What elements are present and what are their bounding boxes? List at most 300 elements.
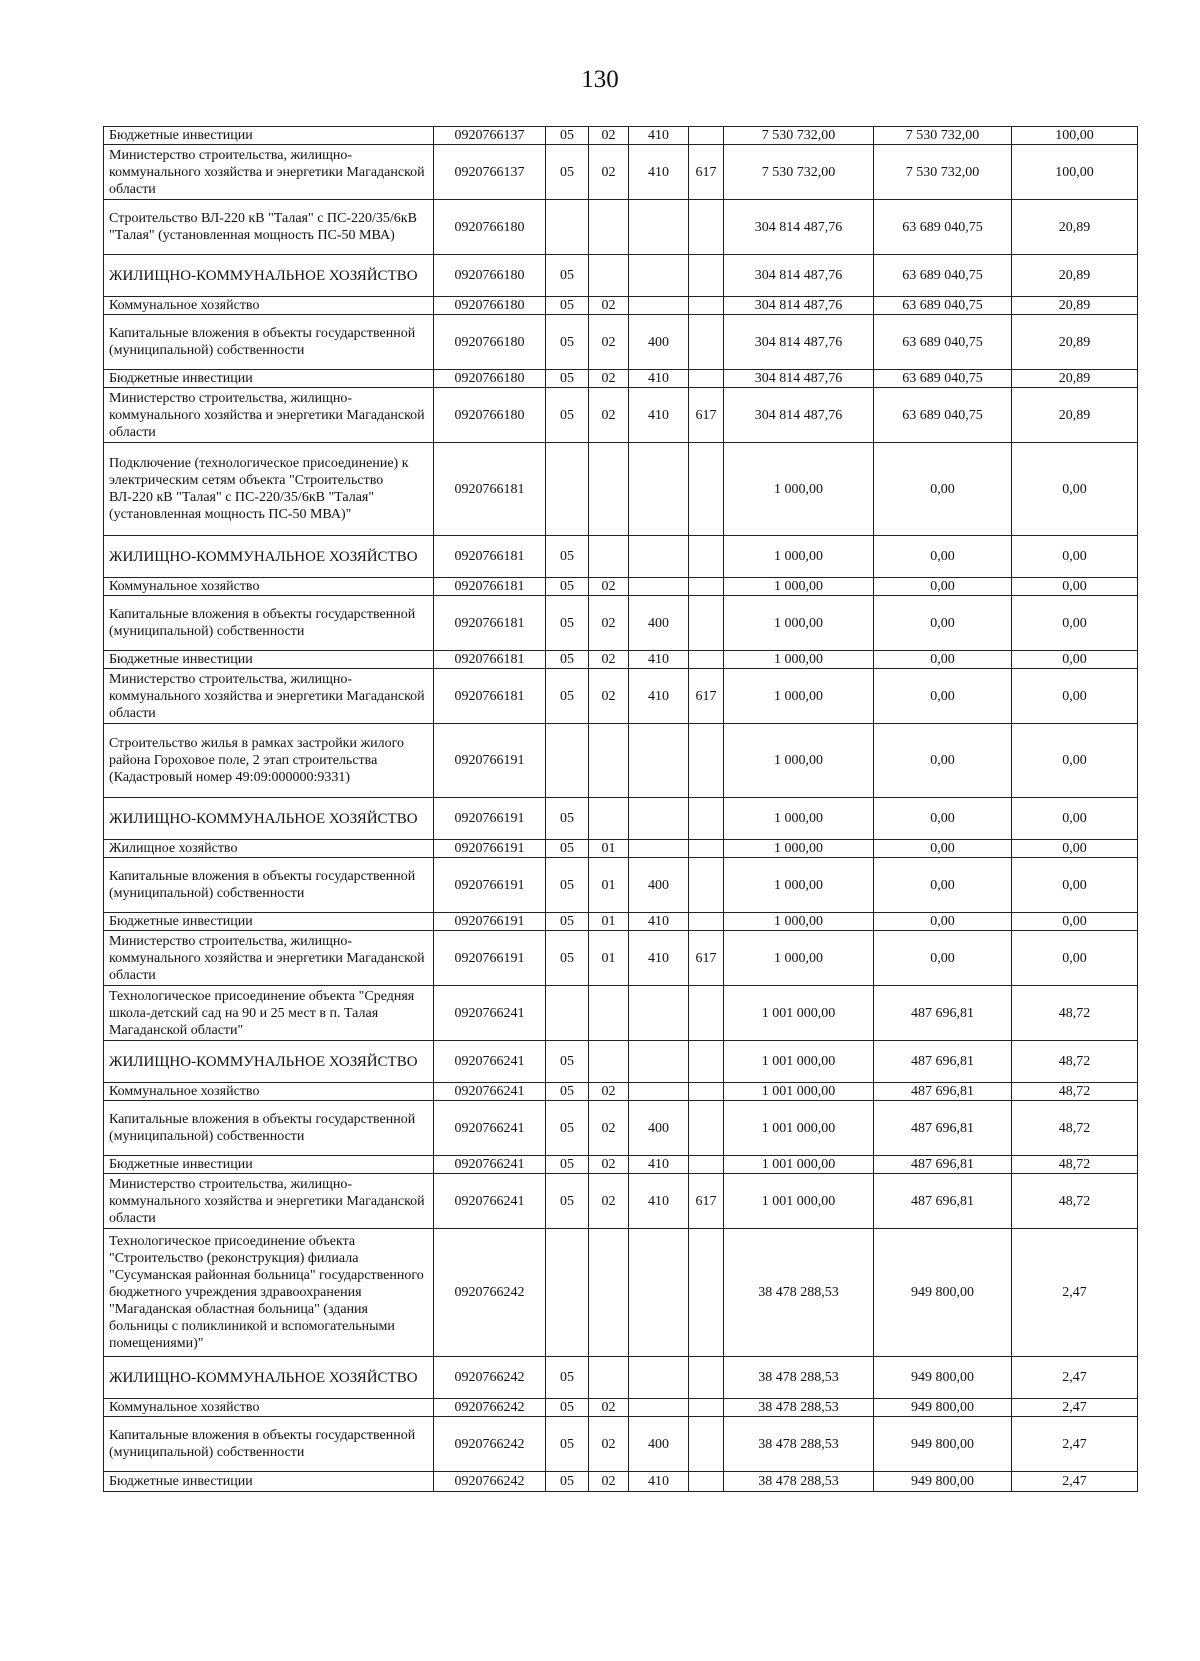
section-code [546,443,589,536]
row-name: Коммунальное хозяйство [104,1083,434,1101]
subsection-code: 02 [589,315,629,370]
row-name: Подключение (технологическое присоединение) к электрическим сетям объекта "Строительство ВЛ-220 кВ "Талая" с ПС-220/35/6кВ "Талая" (установленная мощность ПС-50 МВА)" [104,443,434,536]
target-article-code: 0920766242 [434,1472,546,1492]
expense-type-code [629,1399,689,1417]
target-article-code: 0920766181 [434,536,546,578]
section-code: 05 [546,1083,589,1101]
section-code: 05 [546,578,589,596]
executed-amount: 0,00 [874,651,1012,669]
target-article-code: 0920766180 [434,200,546,255]
section-code: 05 [546,798,589,840]
target-article-code: 0920766181 [434,578,546,596]
table-row [104,798,1138,840]
expense-type-code: 410 [629,127,689,145]
execution-percent: 0,00 [1012,913,1138,931]
planned-amount: 304 814 487,76 [724,255,874,297]
section-code: 05 [546,145,589,200]
planned-amount: 1 001 000,00 [724,1174,874,1229]
executed-amount: 949 800,00 [874,1472,1012,1492]
row-name: Капитальные вложения в объекты государственной (муниципальной) собственности [104,315,434,370]
expense-type-code: 410 [629,145,689,200]
target-article-code: 0920766180 [434,370,546,388]
execution-percent: 0,00 [1012,536,1138,578]
expense-type-code [629,724,689,798]
administrator-code [689,840,724,858]
expense-type-code: 410 [629,651,689,669]
table-body [104,127,1138,1492]
table-row [104,596,1138,651]
subsection-code: 02 [589,1472,629,1492]
subsection-code [589,798,629,840]
table-row [104,315,1138,370]
target-article-code: 0920766137 [434,127,546,145]
planned-amount: 304 814 487,76 [724,370,874,388]
expense-type-code [629,200,689,255]
row-name: ЖИЛИЩНО-КОММУНАЛЬНОЕ ХОЗЯЙСТВО [104,255,434,297]
execution-percent: 0,00 [1012,798,1138,840]
section-code: 05 [546,315,589,370]
expense-type-code [629,1083,689,1101]
execution-percent: 2,47 [1012,1229,1138,1357]
row-name: Министерство строительства, жилищно-коммунального хозяйства и энергетики Магаданской области [104,1174,434,1229]
target-article-code: 0920766191 [434,858,546,913]
section-code [546,1229,589,1357]
table-row [104,1174,1138,1229]
executed-amount: 63 689 040,75 [874,370,1012,388]
section-code [546,200,589,255]
target-article-code: 0920766242 [434,1357,546,1399]
execution-percent: 0,00 [1012,443,1138,536]
executed-amount: 0,00 [874,669,1012,724]
administrator-code: 617 [689,931,724,986]
table-row [104,1156,1138,1174]
administrator-code: 617 [689,1174,724,1229]
executed-amount: 0,00 [874,578,1012,596]
section-code: 05 [546,127,589,145]
administrator-code [689,443,724,536]
target-article-code: 0920766241 [434,1156,546,1174]
execution-percent: 48,72 [1012,1083,1138,1101]
section-code: 05 [546,931,589,986]
expense-type-code: 410 [629,1472,689,1492]
executed-amount: 487 696,81 [874,1174,1012,1229]
execution-percent: 100,00 [1012,145,1138,200]
row-name: Капитальные вложения в объекты государственной (муниципальной) собственности [104,1417,434,1472]
subsection-code: 02 [589,651,629,669]
execution-percent: 20,89 [1012,370,1138,388]
execution-percent: 100,00 [1012,127,1138,145]
table-row [104,1417,1138,1472]
executed-amount: 63 689 040,75 [874,388,1012,443]
table-row [104,1041,1138,1083]
section-code: 05 [546,669,589,724]
table-row [104,858,1138,913]
executed-amount: 63 689 040,75 [874,315,1012,370]
row-name: Строительство жилья в рамках застройки жилого района Гороховое поле, 2 этап строительства (Кадастровый номер 49:09:000000:9331) [104,724,434,798]
planned-amount: 1 000,00 [724,651,874,669]
subsection-code: 02 [589,370,629,388]
subsection-code: 02 [589,145,629,200]
target-article-code: 0920766180 [434,297,546,315]
target-article-code: 0920766180 [434,255,546,297]
planned-amount: 1 000,00 [724,913,874,931]
table-row [104,127,1138,145]
execution-percent: 48,72 [1012,1041,1138,1083]
table-row [104,1083,1138,1101]
row-name: Жилищное хозяйство [104,840,434,858]
planned-amount: 1 001 000,00 [724,986,874,1041]
execution-percent: 2,47 [1012,1417,1138,1472]
table-row [104,1472,1138,1492]
execution-percent: 48,72 [1012,1156,1138,1174]
subsection-code: 02 [589,388,629,443]
planned-amount: 38 478 288,53 [724,1399,874,1417]
table-row [104,370,1138,388]
administrator-code [689,1083,724,1101]
table-row [104,1229,1138,1357]
executed-amount: 0,00 [874,840,1012,858]
expense-type-code: 410 [629,370,689,388]
subsection-code: 01 [589,931,629,986]
executed-amount: 0,00 [874,858,1012,913]
section-code: 05 [546,297,589,315]
execution-percent: 0,00 [1012,840,1138,858]
table-row [104,200,1138,255]
expense-type-code [629,297,689,315]
administrator-code [689,596,724,651]
executed-amount: 487 696,81 [874,1041,1012,1083]
target-article-code: 0920766191 [434,724,546,798]
row-name: ЖИЛИЩНО-КОММУНАЛЬНОЕ ХОЗЯЙСТВО [104,1041,434,1083]
subsection-code [589,1041,629,1083]
planned-amount: 1 000,00 [724,536,874,578]
executed-amount: 949 800,00 [874,1417,1012,1472]
expense-type-code [629,443,689,536]
section-code: 05 [546,388,589,443]
administrator-code [689,913,724,931]
executed-amount: 63 689 040,75 [874,297,1012,315]
administrator-code [689,315,724,370]
expense-type-code: 410 [629,1156,689,1174]
expense-type-code [629,255,689,297]
table-row [104,840,1138,858]
planned-amount: 1 001 000,00 [724,1156,874,1174]
expense-type-code [629,1041,689,1083]
planned-amount: 304 814 487,76 [724,388,874,443]
administrator-code: 617 [689,669,724,724]
section-code: 05 [546,1174,589,1229]
row-name: ЖИЛИЩНО-КОММУНАЛЬНОЕ ХОЗЯЙСТВО [104,1357,434,1399]
expense-type-code: 410 [629,388,689,443]
executed-amount: 0,00 [874,596,1012,651]
subsection-code: 02 [589,1101,629,1156]
table-row [104,578,1138,596]
executed-amount: 949 800,00 [874,1229,1012,1357]
target-article-code: 0920766191 [434,798,546,840]
table-row [104,913,1138,931]
subsection-code: 02 [589,297,629,315]
row-name: Бюджетные инвестиции [104,1156,434,1174]
executed-amount: 949 800,00 [874,1399,1012,1417]
administrator-code [689,724,724,798]
planned-amount: 1 000,00 [724,858,874,913]
target-article-code: 0920766191 [434,931,546,986]
administrator-code [689,1472,724,1492]
administrator-code [689,370,724,388]
row-name: Министерство строительства, жилищно-коммунального хозяйства и энергетики Магаданской области [104,388,434,443]
subsection-code: 02 [589,1417,629,1472]
subsection-code: 01 [589,913,629,931]
administrator-code: 617 [689,145,724,200]
section-code [546,986,589,1041]
table-row [104,986,1138,1041]
expense-type-code [629,536,689,578]
section-code: 05 [546,1156,589,1174]
section-code: 05 [546,1357,589,1399]
execution-percent: 48,72 [1012,1101,1138,1156]
section-code: 05 [546,1472,589,1492]
execution-percent: 0,00 [1012,724,1138,798]
subsection-code: 02 [589,1399,629,1417]
target-article-code: 0920766181 [434,669,546,724]
executed-amount: 487 696,81 [874,1101,1012,1156]
table-row [104,669,1138,724]
planned-amount: 1 000,00 [724,840,874,858]
administrator-code [689,1399,724,1417]
execution-percent: 2,47 [1012,1357,1138,1399]
execution-percent: 20,89 [1012,388,1138,443]
execution-percent: 0,00 [1012,596,1138,651]
execution-percent: 0,00 [1012,651,1138,669]
section-code [546,724,589,798]
executed-amount: 487 696,81 [874,1156,1012,1174]
subsection-code: 02 [589,596,629,651]
row-name: Министерство строительства, жилищно-коммунального хозяйства и энергетики Магаданской области [104,931,434,986]
table-row [104,297,1138,315]
section-code: 05 [546,1041,589,1083]
execution-percent: 48,72 [1012,1174,1138,1229]
expense-type-code: 400 [629,1417,689,1472]
administrator-code [689,200,724,255]
target-article-code: 0920766241 [434,1083,546,1101]
executed-amount: 0,00 [874,724,1012,798]
execution-percent: 2,47 [1012,1399,1138,1417]
section-code: 05 [546,596,589,651]
planned-amount: 1 000,00 [724,931,874,986]
planned-amount: 1 000,00 [724,798,874,840]
subsection-code [589,724,629,798]
table-row [104,536,1138,578]
executed-amount: 0,00 [874,536,1012,578]
table-row [104,255,1138,297]
row-name: Капитальные вложения в объекты государственной (муниципальной) собственности [104,858,434,913]
section-code: 05 [546,840,589,858]
row-name: Министерство строительства, жилищно-коммунального хозяйства и энергетики Магаданской области [104,669,434,724]
row-name: ЖИЛИЩНО-КОММУНАЛЬНОЕ ХОЗЯЙСТВО [104,798,434,840]
executed-amount: 0,00 [874,913,1012,931]
execution-percent: 0,00 [1012,578,1138,596]
subsection-code: 02 [589,669,629,724]
subsection-code: 02 [589,127,629,145]
target-article-code: 0920766241 [434,986,546,1041]
expense-type-code: 400 [629,315,689,370]
expense-type-code [629,840,689,858]
row-name: Коммунальное хозяйство [104,1399,434,1417]
section-code: 05 [546,1101,589,1156]
target-article-code: 0920766241 [434,1174,546,1229]
row-name: Бюджетные инвестиции [104,1472,434,1492]
administrator-code [689,1357,724,1399]
subsection-code: 01 [589,840,629,858]
planned-amount: 1 000,00 [724,443,874,536]
expense-type-code: 400 [629,596,689,651]
planned-amount: 7 530 732,00 [724,127,874,145]
subsection-code [589,1357,629,1399]
executed-amount: 0,00 [874,931,1012,986]
execution-percent: 20,89 [1012,315,1138,370]
planned-amount: 1 001 000,00 [724,1041,874,1083]
row-name: Технологическое присоединение объекта "Средняя школа-детский сад на 90 и 25 мест в п. Талая Магаданской области" [104,986,434,1041]
executed-amount: 7 530 732,00 [874,145,1012,200]
subsection-code [589,200,629,255]
administrator-code [689,986,724,1041]
expense-type-code [629,986,689,1041]
target-article-code: 0920766181 [434,651,546,669]
section-code: 05 [546,651,589,669]
planned-amount: 1 001 000,00 [724,1083,874,1101]
target-article-code: 0920766242 [434,1399,546,1417]
execution-percent: 0,00 [1012,931,1138,986]
planned-amount: 7 530 732,00 [724,145,874,200]
executed-amount: 7 530 732,00 [874,127,1012,145]
row-name: Коммунальное хозяйство [104,578,434,596]
row-name: Министерство строительства, жилищно-коммунального хозяйства и энергетики Магаданской области [104,145,434,200]
subsection-code: 02 [589,578,629,596]
target-article-code: 0920766181 [434,443,546,536]
table-row [104,651,1138,669]
planned-amount: 1 000,00 [724,724,874,798]
executed-amount: 0,00 [874,443,1012,536]
execution-percent: 0,00 [1012,858,1138,913]
target-article-code: 0920766241 [434,1041,546,1083]
administrator-code [689,578,724,596]
target-article-code: 0920766191 [434,913,546,931]
administrator-code [689,1041,724,1083]
row-name: Коммунальное хозяйство [104,297,434,315]
subsection-code [589,1229,629,1357]
row-name: Капитальные вложения в объекты государственной (муниципальной) собственности [104,596,434,651]
expense-type-code: 400 [629,1101,689,1156]
execution-percent: 20,89 [1012,200,1138,255]
executed-amount: 949 800,00 [874,1357,1012,1399]
row-name: Бюджетные инвестиции [104,370,434,388]
planned-amount: 38 478 288,53 [724,1229,874,1357]
planned-amount: 38 478 288,53 [724,1357,874,1399]
row-name: Технологическое присоединение объекта "Строительство (реконструкция) филиала "Сусуманская районная больница" государственного бюджетного учреждения здравоохранения "Магаданская областная больница" (здания больницы с поликлиникой и вспомогательными помещениями)" [104,1229,434,1357]
expense-type-code [629,578,689,596]
row-name: Бюджетные инвестиции [104,127,434,145]
row-name: Строительство ВЛ-220 кВ "Талая" с ПС-220/35/6кВ "Талая" (установленная мощность ПС-50 МВА) [104,200,434,255]
execution-percent: 48,72 [1012,986,1138,1041]
planned-amount: 304 814 487,76 [724,315,874,370]
target-article-code: 0920766181 [434,596,546,651]
expense-type-code [629,1229,689,1357]
subsection-code [589,255,629,297]
administrator-code [689,651,724,669]
subsection-code: 02 [589,1083,629,1101]
executed-amount: 487 696,81 [874,986,1012,1041]
target-article-code: 0920766180 [434,388,546,443]
table-row [104,443,1138,536]
section-code: 05 [546,1399,589,1417]
row-name: Бюджетные инвестиции [104,913,434,931]
expense-type-code: 400 [629,858,689,913]
expense-type-code [629,1357,689,1399]
executed-amount: 63 689 040,75 [874,200,1012,255]
planned-amount: 1 000,00 [724,669,874,724]
execution-percent: 2,47 [1012,1472,1138,1492]
target-article-code: 0920766241 [434,1101,546,1156]
subsection-code [589,443,629,536]
planned-amount: 304 814 487,76 [724,200,874,255]
planned-amount: 304 814 487,76 [724,297,874,315]
executed-amount: 487 696,81 [874,1083,1012,1101]
subsection-code [589,536,629,578]
section-code: 05 [546,370,589,388]
execution-percent: 20,89 [1012,255,1138,297]
subsection-code [589,986,629,1041]
execution-percent: 20,89 [1012,297,1138,315]
administrator-code [689,1101,724,1156]
subsection-code: 02 [589,1156,629,1174]
table-row [104,1357,1138,1399]
expense-type-code [629,798,689,840]
row-name: Капитальные вложения в объекты государственной (муниципальной) собственности [104,1101,434,1156]
subsection-code: 02 [589,1174,629,1229]
table-row [104,1399,1138,1417]
table-row [104,1101,1138,1156]
budget-table [103,126,1138,1492]
section-code: 05 [546,255,589,297]
section-code: 05 [546,536,589,578]
planned-amount: 1 000,00 [724,578,874,596]
table-row [104,931,1138,986]
executed-amount: 0,00 [874,798,1012,840]
table-row [104,724,1138,798]
expense-type-code: 410 [629,1174,689,1229]
target-article-code: 0920766242 [434,1417,546,1472]
administrator-code [689,536,724,578]
target-article-code: 0920766242 [434,1229,546,1357]
target-article-code: 0920766180 [434,315,546,370]
target-article-code: 0920766137 [434,145,546,200]
administrator-code [689,1417,724,1472]
expense-type-code: 410 [629,931,689,986]
planned-amount: 1 001 000,00 [724,1101,874,1156]
page-number: 130 [581,66,619,93]
planned-amount: 38 478 288,53 [724,1472,874,1492]
row-name: ЖИЛИЩНО-КОММУНАЛЬНОЕ ХОЗЯЙСТВО [104,536,434,578]
administrator-code [689,1229,724,1357]
target-article-code: 0920766191 [434,840,546,858]
expense-type-code: 410 [629,913,689,931]
expense-type-code: 410 [629,669,689,724]
executed-amount: 63 689 040,75 [874,255,1012,297]
subsection-code: 01 [589,858,629,913]
section-code: 05 [546,913,589,931]
table-row [104,388,1138,443]
row-name: Бюджетные инвестиции [104,651,434,669]
